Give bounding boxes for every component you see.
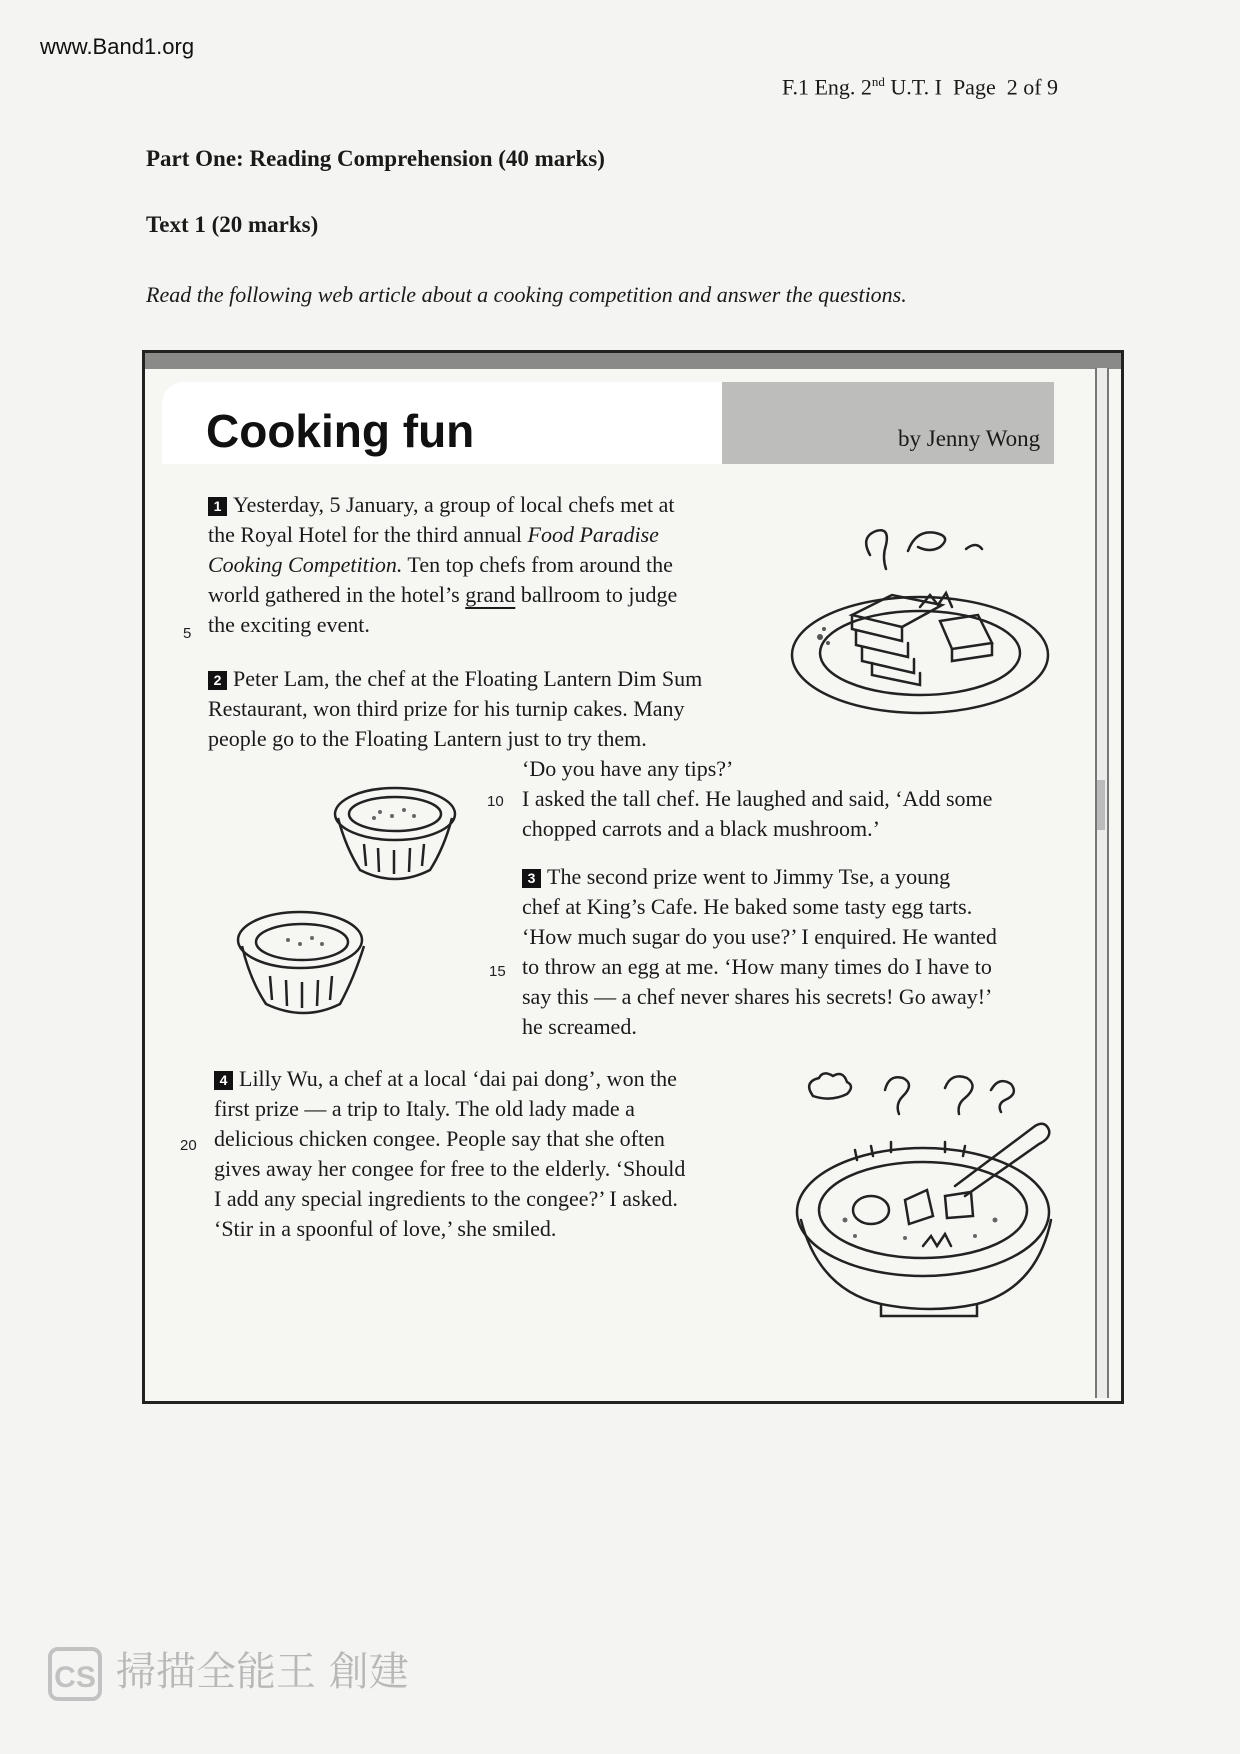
page-header: F.1 Eng. 2nd U.T. I Page 2 of 9 [782, 74, 1059, 100]
instruction: Read the following web article about a cooking competition and answer the questions. [146, 282, 907, 307]
scanner-watermark: CS 掃描全能王 創建 [48, 1640, 409, 1701]
underlined-word: grand [465, 582, 516, 607]
paragraph-number: 4 [214, 1071, 233, 1090]
article-byline: by Jenny Wong [898, 426, 1041, 451]
text-heading: Text 1 (20 marks) [146, 212, 319, 237]
paragraph-3: 3 The second prize went to Jimmy Tse, a young chef at King’s Cafe. He baked some tasty egg tarts. ‘How much sugar do you use?’ I enquired. He wanted to throw an egg at me. ‘How many times do I have to say this — a chef never shares his secrets! Go away!’ he screamed. [522, 864, 997, 1039]
paragraph-4: 4 Lilly Wu, a chef at a local ‘dai pai dong’, won the first prize — a trip to Italy. The old lady made a delicious chicken congee. People say that she often gives away her congee for free to the elderly. ‘Should I add any special ingredients to the congee?’ I asked. ‘Stir in a spoonful of love,’ she smiled. [214, 1066, 686, 1241]
paragraph-number: 2 [208, 671, 227, 690]
site-url: www.Band1.org [40, 34, 195, 59]
line-number: 15 [489, 963, 506, 980]
paragraph-2: 2 Peter Lam, the chef at the Floating Lantern Dim Sum Restaurant, won third prize for his turnip cakes. Many people go to the Floating Lantern just to try them. [208, 666, 703, 751]
egg-tart-icon [330, 784, 460, 894]
turnip-cakes-plate-icon [790, 525, 1050, 725]
paragraph-2-continued: ‘Do you have any tips?’ I asked the tall chef. He laughed and said, ‘Add some chopped carrots and a black mushroom.’ [522, 756, 993, 841]
line-number: 10 [487, 793, 504, 810]
line-number: 5 [183, 625, 192, 642]
paragraph-1: 1 Yesterday, 5 January, a group of local chefs met at the Royal Hotel for the third annual Food Paradise Cooking Competition. Ten top chefs from around the world gathered in the hotel’s grand ballroom to judge the exciting event. [208, 492, 678, 637]
egg-tart-icon [232, 906, 372, 1026]
paragraph-number: 1 [208, 497, 227, 516]
scrollbar[interactable] [1095, 368, 1109, 1398]
browser-top-bar [145, 353, 1121, 369]
congee-bowl-icon [795, 1070, 1065, 1320]
article-title: Cooking fun [206, 405, 475, 457]
scanner-logo-icon: CS [48, 1647, 102, 1701]
line-number: 20 [180, 1137, 197, 1154]
paragraph-number: 3 [522, 869, 541, 888]
part-heading: Part One: Reading Comprehension (40 marks) [146, 146, 605, 171]
scrollbar-thumb[interactable] [1097, 780, 1105, 830]
